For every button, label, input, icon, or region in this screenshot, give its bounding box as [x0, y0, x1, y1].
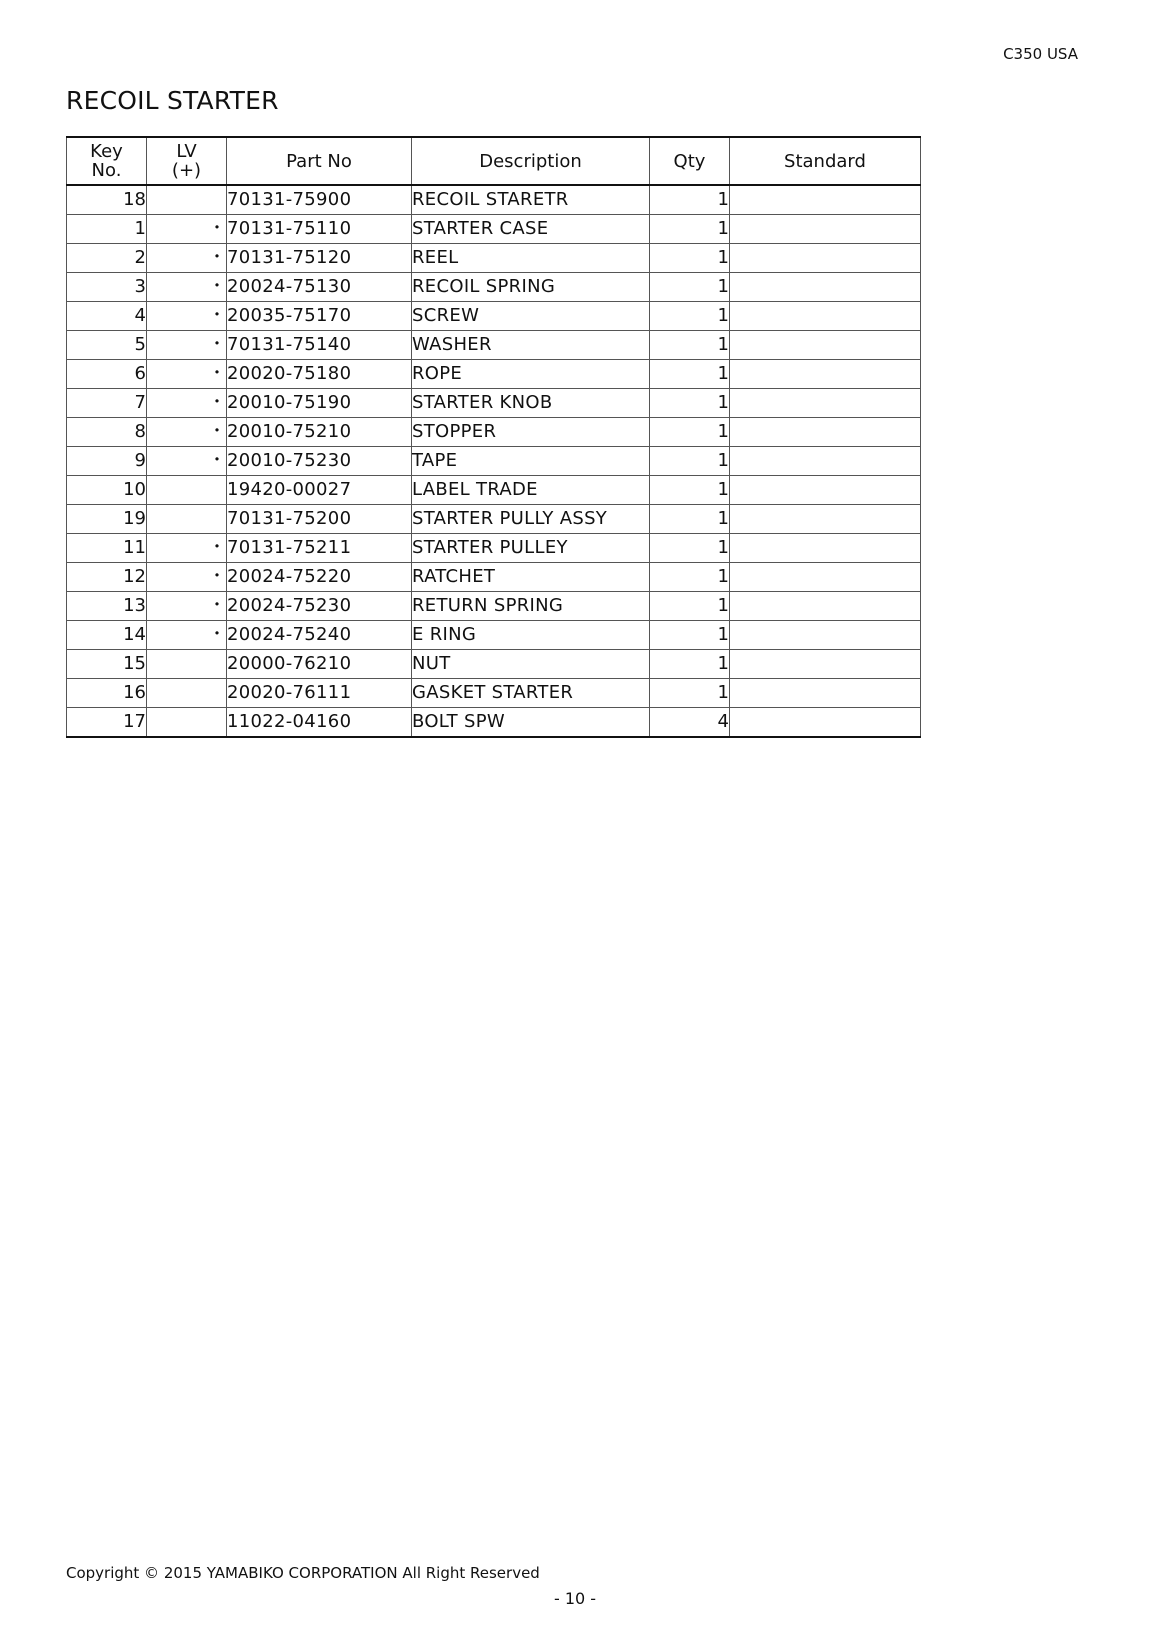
key-number-cell: 18	[67, 185, 147, 215]
part-number-cell: 20024-75240	[227, 621, 412, 650]
standard-cell	[730, 708, 921, 738]
key-number-cell: 9	[67, 447, 147, 476]
quantity-cell: 1	[650, 476, 730, 505]
column-header-lv-line1: LV	[176, 141, 197, 162]
part-number-cell: 11022-04160	[227, 708, 412, 738]
copyright-notice: Copyright © 2015 YAMABIKO CORPORATION All Right Reserved	[66, 1564, 540, 1582]
part-description-cell: NUT	[412, 650, 650, 679]
part-number-cell: 70131-75900	[227, 185, 412, 215]
key-number-cell: 2	[67, 244, 147, 273]
quantity-cell: 1	[650, 302, 730, 331]
standard-cell	[730, 679, 921, 708]
part-number-cell: 70131-75120	[227, 244, 412, 273]
part-number-cell: 20010-75210	[227, 418, 412, 447]
quantity-cell: 4	[650, 708, 730, 738]
part-description-cell: E RING	[412, 621, 650, 650]
part-number-cell: 70131-75110	[227, 215, 412, 244]
standard-cell	[730, 476, 921, 505]
part-number-cell: 20010-75190	[227, 389, 412, 418]
key-number-cell: 4	[67, 302, 147, 331]
part-description-cell: STARTER PULLY ASSY	[412, 505, 650, 534]
standard-cell	[730, 302, 921, 331]
level-marker-cell: ・	[147, 534, 227, 563]
table-row	[67, 679, 921, 708]
table-row	[67, 592, 921, 621]
header-row	[67, 137, 921, 185]
quantity-cell: 1	[650, 418, 730, 447]
part-description-cell: REEL	[412, 244, 650, 273]
standard-cell	[730, 447, 921, 476]
table-row	[67, 244, 921, 273]
standard-cell	[730, 331, 921, 360]
table-row	[67, 302, 921, 331]
part-description-cell: RATCHET	[412, 563, 650, 592]
part-description-cell: TAPE	[412, 447, 650, 476]
key-number-cell: 13	[67, 592, 147, 621]
quantity-cell: 1	[650, 447, 730, 476]
key-number-cell: 17	[67, 708, 147, 738]
standard-cell	[730, 360, 921, 389]
standard-cell	[730, 621, 921, 650]
parts-table	[66, 136, 921, 738]
part-description-cell: RECOIL SPRING	[412, 273, 650, 302]
key-number-cell: 5	[67, 331, 147, 360]
quantity-cell: 1	[650, 534, 730, 563]
standard-cell	[730, 592, 921, 621]
quantity-cell: 1	[650, 505, 730, 534]
level-marker-cell: ・	[147, 215, 227, 244]
standard-cell	[730, 273, 921, 302]
table-row	[67, 650, 921, 679]
standard-cell	[730, 505, 921, 534]
level-marker-cell	[147, 708, 227, 738]
part-description-cell: STOPPER	[412, 418, 650, 447]
part-description-cell: LABEL TRADE	[412, 476, 650, 505]
key-number-cell: 1	[67, 215, 147, 244]
page-title: RECOIL STARTER	[66, 86, 279, 115]
column-header-lv	[147, 137, 227, 185]
column-header-key-line1: Key	[90, 141, 123, 162]
part-description-cell: RETURN SPRING	[412, 592, 650, 621]
part-number-cell: 19420-00027	[227, 476, 412, 505]
part-description-cell: STARTER KNOB	[412, 389, 650, 418]
level-marker-cell: ・	[147, 360, 227, 389]
quantity-cell: 1	[650, 679, 730, 708]
level-marker-cell: ・	[147, 447, 227, 476]
quantity-cell: 1	[650, 215, 730, 244]
standard-cell	[730, 244, 921, 273]
table-row	[67, 360, 921, 389]
key-number-cell: 8	[67, 418, 147, 447]
table-row	[67, 621, 921, 650]
column-header-lv-line2: (+)	[171, 160, 202, 181]
key-number-cell: 16	[67, 679, 147, 708]
standard-cell	[730, 215, 921, 244]
table-row	[67, 563, 921, 592]
table-row	[67, 418, 921, 447]
part-number-cell: 70131-75211	[227, 534, 412, 563]
key-number-cell: 7	[67, 389, 147, 418]
part-description-cell: STARTER CASE	[412, 215, 650, 244]
parts-table-header	[67, 137, 921, 185]
level-marker-cell	[147, 505, 227, 534]
level-marker-cell: ・	[147, 418, 227, 447]
page-number: - 10 -	[553, 1589, 597, 1608]
table-row	[67, 505, 921, 534]
parts-table-body	[67, 185, 921, 737]
key-number-cell: 19	[67, 505, 147, 534]
level-marker-cell: ・	[147, 302, 227, 331]
quantity-cell: 1	[650, 273, 730, 302]
key-number-cell: 6	[67, 360, 147, 389]
part-description-cell: WASHER	[412, 331, 650, 360]
standard-cell	[730, 650, 921, 679]
part-number-cell: 20010-75230	[227, 447, 412, 476]
table-row	[67, 389, 921, 418]
part-description-cell: RECOIL STARETR	[412, 185, 650, 215]
standard-cell	[730, 418, 921, 447]
part-number-cell: 20035-75170	[227, 302, 412, 331]
standard-cell	[730, 534, 921, 563]
part-number-cell: 70131-75200	[227, 505, 412, 534]
quantity-cell: 1	[650, 185, 730, 215]
part-number-cell: 20000-76210	[227, 650, 412, 679]
level-marker-cell: ・	[147, 331, 227, 360]
level-marker-cell	[147, 476, 227, 505]
quantity-cell: 1	[650, 592, 730, 621]
quantity-cell: 1	[650, 360, 730, 389]
level-marker-cell: ・	[147, 621, 227, 650]
table-row	[67, 273, 921, 302]
quantity-cell: 1	[650, 244, 730, 273]
key-number-cell: 11	[67, 534, 147, 563]
key-number-cell: 14	[67, 621, 147, 650]
table-row	[67, 185, 921, 215]
level-marker-cell: ・	[147, 244, 227, 273]
quantity-cell: 1	[650, 331, 730, 360]
column-header-standard: Standard	[730, 137, 921, 185]
part-number-cell: 20024-75230	[227, 592, 412, 621]
standard-cell	[730, 185, 921, 215]
part-description-cell: STARTER PULLEY	[412, 534, 650, 563]
quantity-cell: 1	[650, 563, 730, 592]
level-marker-cell: ・	[147, 563, 227, 592]
part-number-cell: 20024-75220	[227, 563, 412, 592]
quantity-cell: 1	[650, 389, 730, 418]
key-number-cell: 15	[67, 650, 147, 679]
part-description-cell: BOLT SPW	[412, 708, 650, 738]
column-header-part-no: Part No	[227, 137, 412, 185]
level-marker-cell	[147, 679, 227, 708]
level-marker-cell	[147, 650, 227, 679]
model-code: C350 USA	[1003, 45, 1078, 63]
table-row	[67, 708, 921, 738]
part-description-cell: GASKET STARTER	[412, 679, 650, 708]
standard-cell	[730, 563, 921, 592]
table-row	[67, 447, 921, 476]
table-row	[67, 215, 921, 244]
column-header-key-line2: No.	[91, 160, 122, 181]
standard-cell	[730, 389, 921, 418]
quantity-cell: 1	[650, 621, 730, 650]
key-number-cell: 3	[67, 273, 147, 302]
quantity-cell: 1	[650, 650, 730, 679]
level-marker-cell: ・	[147, 273, 227, 302]
table-row	[67, 331, 921, 360]
part-description-cell: SCREW	[412, 302, 650, 331]
part-number-cell: 70131-75140	[227, 331, 412, 360]
part-number-cell: 20020-76111	[227, 679, 412, 708]
part-number-cell: 20020-75180	[227, 360, 412, 389]
column-header-description: Description	[412, 137, 650, 185]
level-marker-cell: ・	[147, 592, 227, 621]
table-row	[67, 534, 921, 563]
part-description-cell: ROPE	[412, 360, 650, 389]
key-number-cell: 10	[67, 476, 147, 505]
key-number-cell: 12	[67, 563, 147, 592]
table-row	[67, 476, 921, 505]
column-header-key-no	[67, 137, 147, 185]
column-header-qty: Qty	[650, 137, 730, 185]
level-marker-cell	[147, 185, 227, 215]
part-number-cell: 20024-75130	[227, 273, 412, 302]
level-marker-cell: ・	[147, 389, 227, 418]
